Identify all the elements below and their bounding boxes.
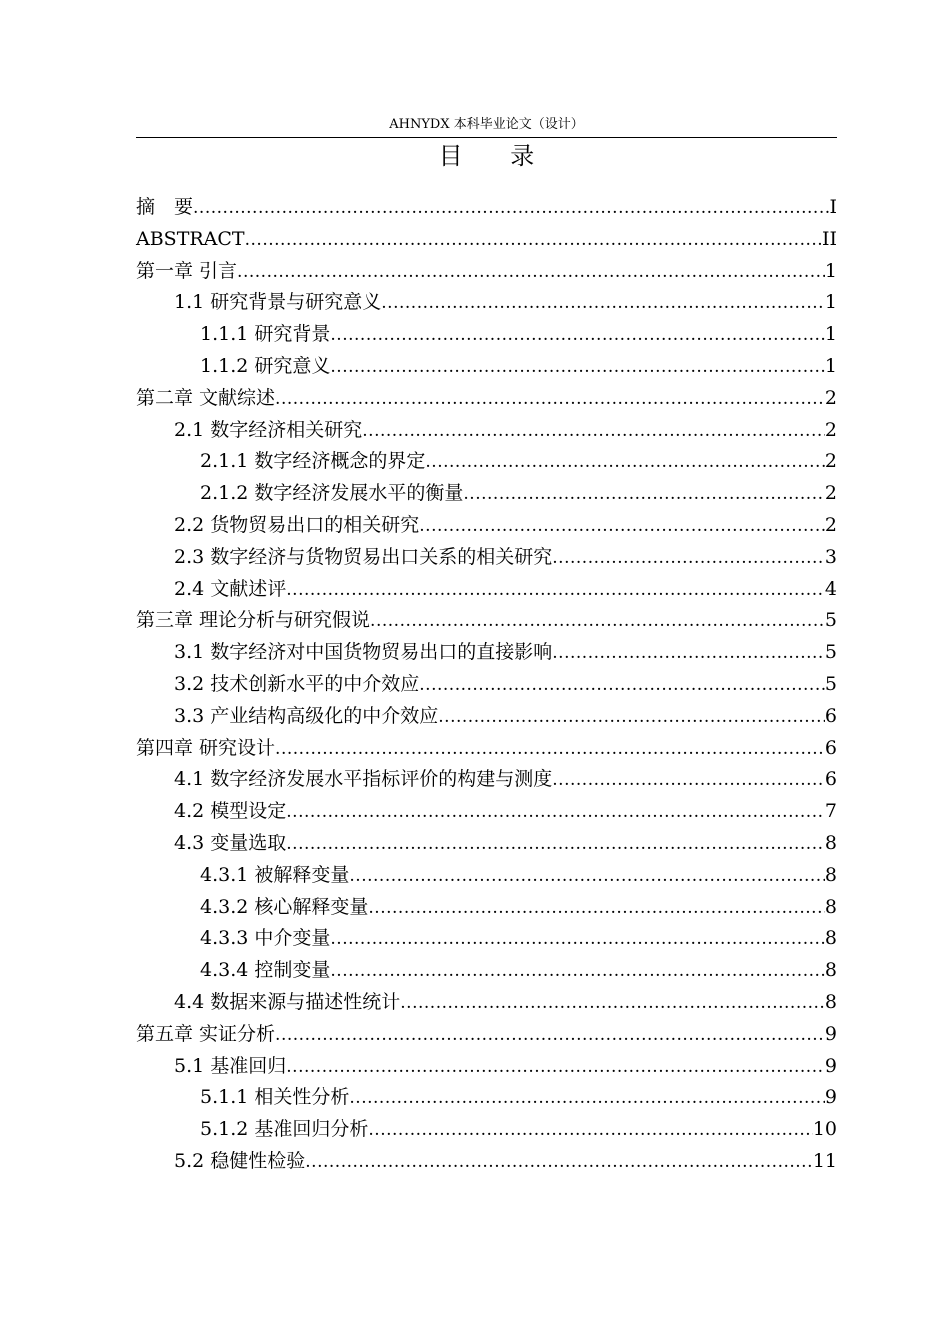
toc-entry[interactable]: [136, 1146, 837, 1178]
toc-entry[interactable]: [136, 605, 837, 637]
toc-entry[interactable]: [136, 1082, 837, 1114]
toc-entry-page: 6: [824, 704, 837, 727]
toc-entry[interactable]: [136, 510, 837, 542]
toc-entry-label: 5.2 稳健性检验: [174, 1149, 306, 1172]
toc-leader-dots: [370, 606, 825, 638]
toc-entry[interactable]: [136, 796, 837, 828]
toc-entry-page: 1: [824, 291, 837, 314]
toc-leader-dots: [275, 734, 825, 766]
toc-entry-page: 8: [824, 895, 837, 918]
toc-leader-dots: [368, 1115, 812, 1147]
toc-leader-dots: [463, 479, 825, 511]
page-header: AHNYDX 本科毕业论文（设计）: [389, 117, 584, 132]
toc-leader-dots: [193, 193, 829, 225]
toc-entry[interactable]: [136, 351, 837, 383]
toc-entry-page: 4: [824, 577, 837, 600]
toc-entry[interactable]: [136, 1114, 837, 1146]
toc-leader-dots: [330, 924, 825, 956]
toc-entry[interactable]: [136, 319, 837, 351]
toc-entry[interactable]: [136, 542, 837, 574]
toc-leader-dots: [438, 702, 825, 734]
toc-entry-page: 5: [824, 609, 837, 632]
toc-entry[interactable]: [136, 574, 837, 606]
toc-entry-page: 6: [824, 736, 837, 759]
toc-entry[interactable]: [136, 701, 837, 733]
toc-entry-label: 3.2 技术创新水平的中介效应: [174, 672, 420, 695]
toc-entry[interactable]: [136, 764, 837, 796]
toc-entry[interactable]: [136, 192, 837, 224]
toc-leader-dots: [305, 1147, 813, 1179]
toc-entry-label: 第五章 实证分析: [136, 1022, 276, 1045]
toc-entry-page: 8: [824, 927, 837, 950]
toc-entry-page: 9: [824, 1054, 837, 1077]
toc-entry-page: II: [821, 227, 837, 250]
toc-entry-label: 4.4 数据来源与描述性统计: [174, 990, 401, 1013]
toc-entry[interactable]: [136, 669, 837, 701]
toc-entry-page: 8: [824, 831, 837, 854]
toc-entry-label: 2.2 货物贸易出口的相关研究: [174, 513, 420, 536]
toc-entry-page: 8: [824, 863, 837, 886]
toc-entry-label: 4.3.3 中介变量: [200, 927, 331, 950]
toc-entry-label: 3.3 产业结构高级化的中介效应: [174, 704, 439, 727]
toc-entry-page: 11: [812, 1149, 837, 1172]
toc-entry-label: 2.1 数字经济相关研究: [174, 418, 363, 441]
toc-entry[interactable]: [136, 892, 837, 924]
toc-leader-dots: [330, 352, 825, 384]
toc-entry-page: 9: [824, 1022, 837, 1045]
toc-entry-label: 第一章 引言: [136, 259, 238, 282]
toc-leader-dots: [330, 320, 825, 352]
toc-leader-dots: [349, 1083, 825, 1115]
table-of-contents: [136, 192, 837, 1178]
toc-entry[interactable]: [136, 383, 837, 415]
toc-entry-page: 1: [824, 354, 837, 377]
toc-entry-page: 1: [824, 323, 837, 346]
toc-entry-page: I: [829, 196, 837, 218]
toc-leader-dots: [286, 797, 825, 829]
toc-leader-dots: [419, 670, 825, 702]
toc-entry-label: 2.1.2 数字经济发展水平的衡量: [200, 482, 464, 505]
toc-entry-page: 3: [824, 545, 837, 568]
toc-entry-label: 第三章 理论分析与研究假说: [136, 609, 371, 632]
toc-entry-page: 5: [824, 672, 837, 695]
toc-leader-dots: [237, 257, 825, 289]
toc-entry-page: 7: [824, 800, 837, 823]
toc-entry-page: 2: [824, 482, 837, 505]
header-rule: [136, 137, 837, 138]
toc-entry-label: 4.3.2 核心解释变量: [200, 895, 369, 918]
toc-entry-label: 5.1.1 相关性分析: [200, 1086, 350, 1109]
toc-entry-label: 摘 要: [136, 196, 194, 218]
toc-entry-label: 1.1.2 研究意义: [200, 354, 331, 377]
toc-leader-dots: [552, 543, 825, 575]
toc-entry[interactable]: [136, 256, 837, 288]
toc-entry-label: ABSTRACT: [136, 227, 245, 250]
toc-entry[interactable]: [136, 1051, 837, 1083]
toc-leader-dots: [362, 416, 825, 448]
toc-leader-dots: [286, 829, 825, 861]
toc-leader-dots: [381, 288, 825, 320]
toc-leader-dots: [275, 1020, 825, 1052]
toc-entry-label: 3.1 数字经济对中国货物贸易出口的直接影响: [174, 641, 553, 664]
toc-leader-dots: [330, 956, 825, 988]
toc-entry[interactable]: [136, 637, 837, 669]
toc-entry-page: 2: [824, 418, 837, 441]
toc-entry-page: 8: [824, 990, 837, 1013]
toc-leader-dots: [400, 988, 825, 1020]
toc-entry-page: 2: [824, 450, 837, 473]
toc-entry-page: 5: [824, 641, 837, 664]
toc-entry-page: 10: [812, 1118, 837, 1141]
toc-entry-label: 4.3.1 被解释变量: [200, 863, 350, 886]
toc-leader-dots: [552, 638, 825, 670]
toc-entry-label: 1.1.1 研究背景: [200, 323, 331, 346]
toc-entry[interactable]: [136, 1019, 837, 1051]
toc-entry[interactable]: [136, 860, 837, 892]
toc-entry-page: 2: [824, 513, 837, 536]
toc-entry[interactable]: [136, 478, 837, 510]
toc-entry-label: 4.2 模型设定: [174, 800, 287, 823]
toc-entry[interactable]: [136, 224, 837, 256]
toc-entry[interactable]: [136, 955, 837, 987]
toc-entry-page: 1: [824, 259, 837, 282]
toc-entry[interactable]: [136, 828, 837, 860]
toc-leader-dots: [245, 225, 822, 257]
toc-entry-label: 4.3.4 控制变量: [200, 959, 331, 982]
toc-entry[interactable]: [136, 446, 837, 478]
toc-entry-label: 4.3 变量选取: [174, 831, 287, 854]
toc-leader-dots: [368, 893, 825, 925]
toc-entry-label: 5.1 基准回归: [174, 1054, 287, 1077]
toc-entry-label: 2.4 文献述评: [174, 577, 287, 600]
toc-entry-label: 2.3 数字经济与货物贸易出口关系的相关研究: [174, 545, 553, 568]
toc-entry-label: 第二章 文献综述: [136, 386, 276, 409]
toc-entry[interactable]: [136, 923, 837, 955]
toc-entry-label: 2.1.1 数字经济概念的界定: [200, 450, 426, 473]
toc-entry-page: 8: [824, 959, 837, 982]
toc-entry[interactable]: [136, 287, 837, 319]
toc-entry-page: 2: [824, 386, 837, 409]
toc-leader-dots: [349, 861, 825, 893]
toc-entry-label: 第四章 研究设计: [136, 736, 276, 759]
toc-leader-dots: [286, 575, 825, 607]
toc-entry[interactable]: [136, 987, 837, 1019]
toc-entry[interactable]: [136, 733, 837, 765]
toc-entry-label: 5.1.2 基准回归分析: [200, 1118, 369, 1141]
toc-leader-dots: [286, 1052, 825, 1084]
toc-leader-dots: [552, 765, 825, 797]
toc-entry-page: 9: [824, 1086, 837, 1109]
toc-entry[interactable]: [136, 415, 837, 447]
toc-entry-label: 4.1 数字经济发展水平指标评价的构建与测度: [174, 768, 553, 791]
toc-leader-dots: [275, 384, 825, 416]
toc-leader-dots: [419, 511, 825, 543]
toc-leader-dots: [425, 447, 825, 479]
toc-entry-page: 6: [824, 768, 837, 791]
page-title: 目 录: [438, 142, 555, 170]
toc-entry-label: 1.1 研究背景与研究意义: [174, 291, 382, 314]
